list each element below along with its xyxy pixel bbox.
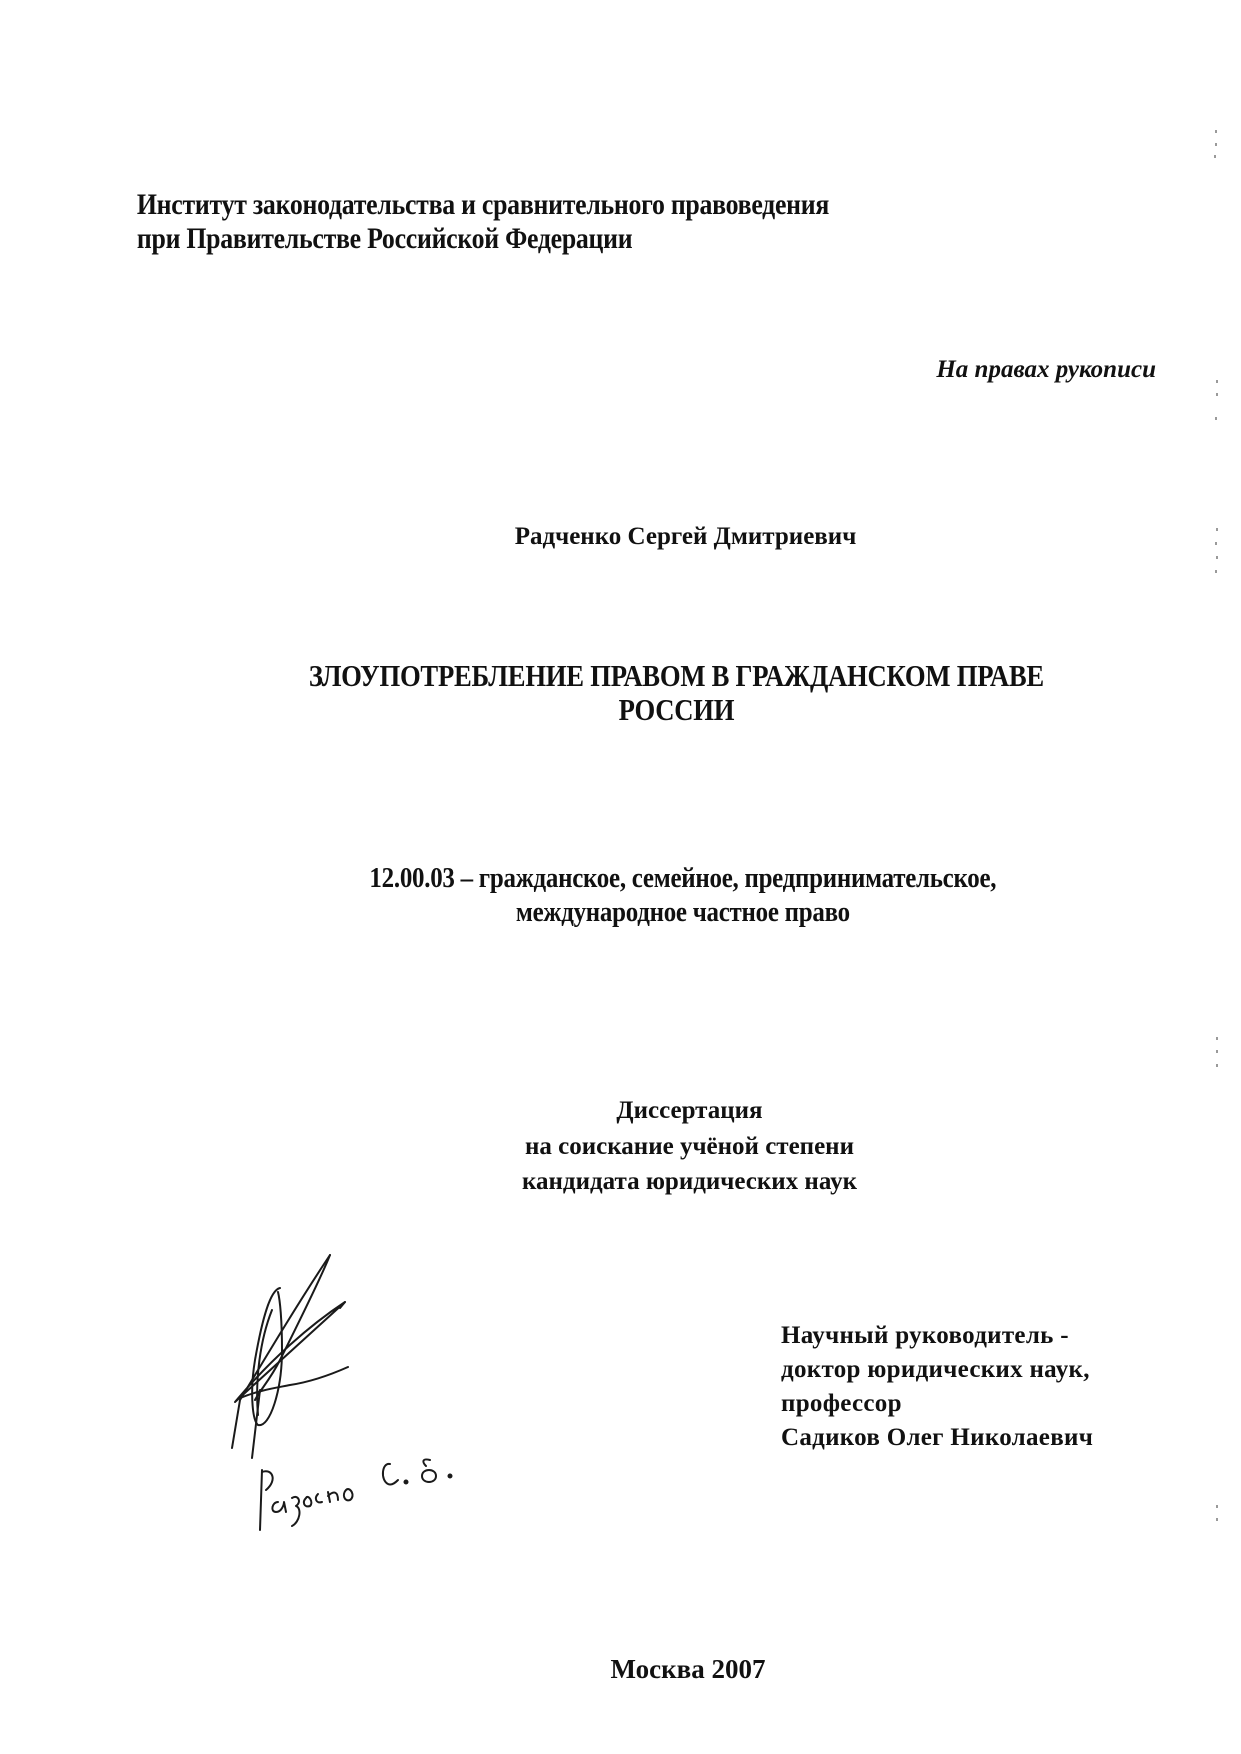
scan-mark bbox=[1216, 556, 1218, 559]
scan-mark bbox=[1216, 1037, 1218, 1040]
scan-mark bbox=[1216, 1050, 1218, 1053]
institution-name-line-1: Институт законодательства и сравнительного правоведения bbox=[136, 188, 830, 221]
degree-line-3: кандидата юридических наук bbox=[522, 1168, 857, 1195]
scan-mark bbox=[1215, 542, 1217, 545]
advisor-name: Садиков Олег Николаевич bbox=[781, 1424, 1094, 1451]
dissertation-title-line-1: ЗЛОУПОТРЕБЛЕНИЕ ПРАВОМ В ГРАЖДАНСКОМ ПРАВЕ bbox=[308, 658, 1044, 693]
scan-mark bbox=[1216, 1518, 1218, 1521]
manuscript-rights-note: На правах рукописи bbox=[936, 356, 1156, 383]
advisor-role: Научный руководитель - bbox=[781, 1322, 1069, 1349]
institution-name-line-2: при Правительстве Российской Федерации bbox=[136, 222, 633, 255]
scan-mark bbox=[1216, 528, 1218, 531]
advisor-title: профессор bbox=[781, 1390, 902, 1417]
specialty-code-line-1: 12.00.03 – гражданское, семейное, предпринимательское, bbox=[369, 862, 997, 894]
advisor-degree: доктор юридических наук, bbox=[781, 1356, 1090, 1383]
scan-mark bbox=[1215, 143, 1217, 146]
scan-mark bbox=[1215, 570, 1217, 573]
scan-mark bbox=[1216, 1064, 1218, 1067]
scan-mark bbox=[1216, 380, 1218, 383]
specialty-code-line-2: международное частное право bbox=[515, 896, 850, 928]
city-and-year: Москва 2007 bbox=[610, 1654, 766, 1684]
degree-heading: Диссертация bbox=[616, 1097, 763, 1124]
scan-mark bbox=[1214, 155, 1216, 158]
dissertation-title-line-2: РОССИИ bbox=[618, 692, 735, 727]
scan-mark bbox=[1215, 130, 1217, 133]
scan-mark bbox=[1216, 393, 1218, 396]
scan-mark bbox=[1215, 417, 1217, 420]
degree-line-2: на соискание учёной степени bbox=[525, 1133, 854, 1160]
scan-mark bbox=[1216, 1505, 1218, 1508]
author-name: Радченко Сергей Дмитриевич bbox=[514, 523, 857, 550]
handwritten-signature bbox=[200, 1240, 500, 1540]
